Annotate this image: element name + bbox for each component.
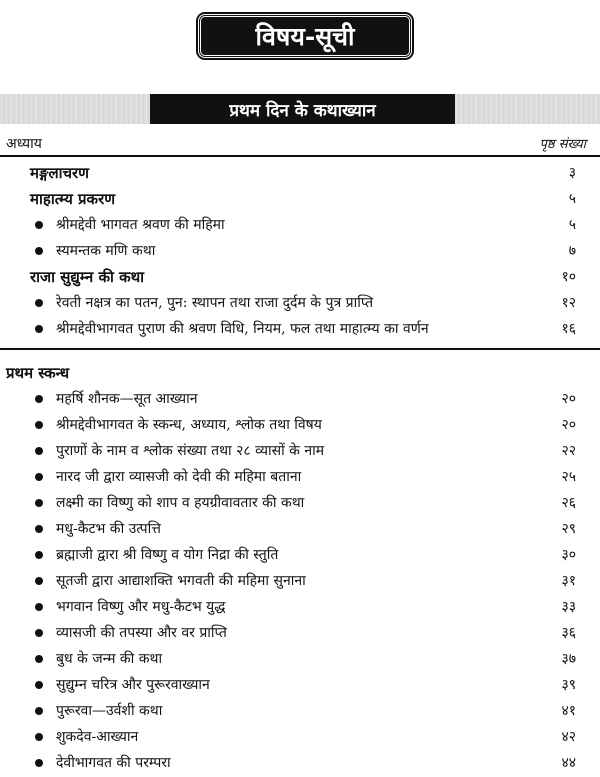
contents-heading[interactable] [0,186,600,212]
entry-title: महर्षि शौनक—सूत आख्यान [56,391,198,407]
entry-title: देवीभागवत की परम्परा [56,755,171,771]
entry-title: श्रीमद्देवीभागवत पुराण की श्रवण विधि, नियम, फल तथा माहात्म्य का वर्णन [56,321,429,337]
bullet-icon [35,551,43,559]
section-heading [0,360,600,386]
section-banner: प्रथम दिन के कथाख्यान [150,94,455,124]
contents-entry[interactable] [0,438,600,464]
bullet-icon [35,525,43,533]
section-divider [0,348,600,360]
entry-page: २६ [561,495,576,511]
bullet-icon [35,707,43,715]
entry-page: २५ [561,469,576,485]
bullet-icon [35,247,43,255]
contents-heading[interactable] [0,160,600,186]
entry-page: २० [561,417,576,433]
bullet-icon [35,299,43,307]
bullet-icon [35,221,43,229]
entry-page: २९ [561,521,576,537]
entry-page: ४४ [561,755,576,771]
column-header [0,131,600,157]
entry-page: ३ [568,165,576,181]
entry-page: १२ [561,295,576,311]
entry-page: ४१ [561,703,576,719]
entry-page: ५ [568,217,576,233]
entry-title: बुध के जन्म की कथा [56,651,163,667]
entry-title: स्यमन्तक मणि कथा [56,243,156,259]
entry-title: नारद जी द्वारा व्यासजी को देवी की महिमा बताना [56,469,302,485]
entry-page: ३७ [561,651,576,667]
page-column-label: पृष्ठ संख्या [539,137,586,152]
bullet-icon [35,447,43,455]
section-title: प्रथम स्कन्ध [6,364,70,382]
contents-entry[interactable] [0,672,600,698]
chapter-column-label: अध्याय [6,136,42,152]
entry-title: शुकदेव-आख्यान [56,729,139,745]
contents-entry[interactable] [0,568,600,594]
entry-title: रेवती नक्षत्र का पतन, पुन: स्थापन तथा राजा दुर्दम के पुत्र प्राप्ति [56,295,374,311]
entry-title: राजा सुद्युम्न की कथा [30,268,145,286]
contents-entry[interactable] [0,316,600,342]
entry-page: ४२ [561,729,576,745]
bullet-icon [35,603,43,611]
entry-page: २२ [561,443,576,459]
contents-entry[interactable] [0,542,600,568]
entry-title: श्रीमद्देवी भागवत श्रवण की महिमा [56,217,225,233]
contents-entry[interactable] [0,238,600,264]
entry-page: ३६ [561,625,576,641]
contents-entry[interactable] [0,646,600,672]
entry-title: मङ्गलाचरण [30,164,90,182]
entry-title: ब्रह्माजी द्वारा श्री विष्णु व योग निद्रा की स्तुति [56,547,279,563]
entry-title: श्रीमद्देवीभागवत के स्कन्ध, अध्याय, श्लोक तथा विषय [56,417,322,433]
bullet-icon [35,655,43,663]
bullet-icon [35,759,43,767]
contents-entry[interactable] [0,620,600,646]
entry-title: पुरूरवा—उर्वशी कथा [56,703,163,719]
entry-page: ३३ [561,599,576,615]
bullet-icon [35,577,43,585]
bullet-icon [35,421,43,429]
entry-title: माहात्म्य प्रकरण [30,190,116,208]
contents-entry[interactable] [0,490,600,516]
entry-page: ३० [561,547,576,563]
entry-title: पुराणों के नाम व श्लोक संख्या तथा २८ व्यासों के नाम [56,443,325,459]
page-title: विषय-सूची [198,14,412,58]
contents-entry[interactable] [0,724,600,750]
contents-entry[interactable] [0,290,600,316]
entry-page: ३९ [561,677,576,693]
bullet-icon [35,395,43,403]
bullet-icon [35,325,43,333]
contents-entry[interactable] [0,212,600,238]
contents-entry[interactable] [0,750,600,776]
entry-title: सुद्युम्न चरित्र और पुरूरवाख्यान [56,677,210,693]
contents-entry[interactable] [0,412,600,438]
contents-entry[interactable] [0,698,600,724]
entry-page: २० [561,391,576,407]
entry-page: ७ [568,243,576,259]
bullet-icon [35,629,43,637]
contents-entry[interactable] [0,464,600,490]
contents-entry[interactable] [0,594,600,620]
entry-title: मधु-कैटभ की उत्पत्ति [56,521,161,537]
bullet-icon [35,473,43,481]
entry-page: ३१ [561,573,576,589]
entry-title: सूतजी द्वारा आद्याशक्ति भगवती की महिमा सुनाना [56,573,306,589]
contents-entry[interactable] [0,386,600,412]
contents-list [0,160,600,776]
entry-title: भगवान विष्णु और मधु-कैटभ युद्ध [56,599,226,615]
bullet-icon [35,499,43,507]
entry-title: लक्ष्मी का विष्णु को शाप व हयग्रीवावतार की कथा [56,495,305,511]
bullet-icon [35,733,43,741]
entry-page: १६ [561,321,576,337]
contents-heading[interactable] [0,264,600,290]
entry-title: व्यासजी की तपस्या और वर प्राप्ति [56,625,227,641]
bullet-icon [35,681,43,689]
contents-entry[interactable] [0,516,600,542]
entry-page: ५ [568,191,576,207]
entry-page: १० [561,269,576,285]
